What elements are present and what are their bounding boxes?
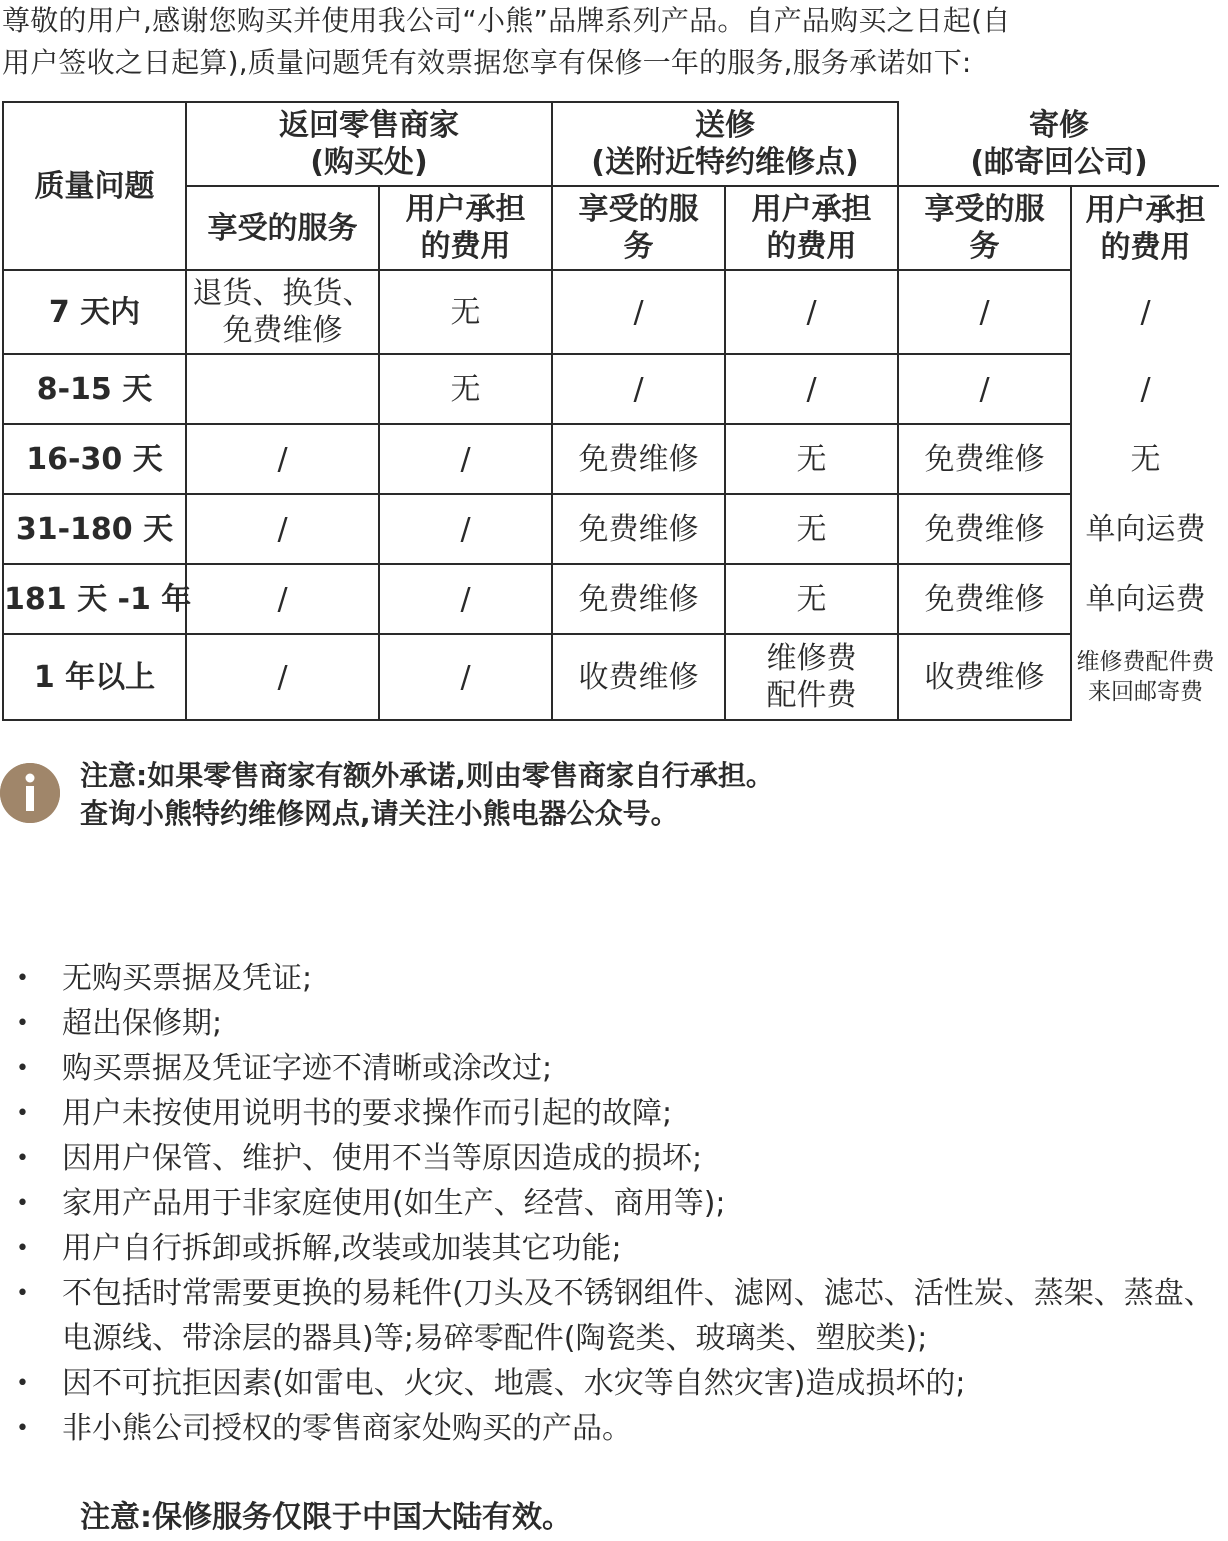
exclusion-item: • 因不可抗拒因素(如雷电、火灾、地震、水灾等自然灾害)造成损坏的; (0, 1361, 1220, 1406)
cell-line: 维修费配件费 (1076, 649, 1215, 675)
group-title: 返回零售商家 (279, 108, 459, 143)
table-cell (1071, 270, 1219, 354)
table-cell (1071, 494, 1219, 564)
header-group-retailer (186, 102, 552, 186)
table-body (3, 270, 1219, 720)
table-cell (379, 354, 552, 424)
subheader-line: 务 (969, 229, 1000, 264)
table-cell (186, 564, 379, 634)
cell-line: / (460, 581, 471, 617)
exclusion-item: • 用户未按使用说明书的要求操作而引起的故障; (0, 1091, 1220, 1136)
cell-line: / (1140, 294, 1151, 330)
cell-line: / (633, 371, 644, 407)
cell-line: 来回邮寄费 (1088, 679, 1204, 705)
table-cell (186, 270, 379, 354)
table-cell (186, 424, 379, 494)
table-cell (379, 494, 552, 564)
cell-line: / (277, 441, 288, 477)
cell-line: 免费维修 (924, 581, 1045, 617)
cell-line: 无 (450, 294, 481, 330)
cell-line: 免费维修 (924, 441, 1045, 477)
table-cell (725, 270, 898, 354)
subheader-line: 享受的服 (924, 192, 1045, 227)
table-row (3, 494, 1219, 564)
subheader-line: 务 (623, 229, 654, 264)
cell-line: / (460, 659, 471, 695)
exclusion-item: • 购买票据及凭证字迹不清晰或涂改过; (0, 1046, 1220, 1091)
group-title: 送修 (695, 108, 755, 143)
subheader-line: 的费用 (766, 229, 857, 264)
row-label: 181 天 -1 年 (3, 564, 186, 634)
table-cell (1071, 424, 1219, 494)
table-cell (898, 270, 1071, 354)
subheader-cell (1071, 186, 1219, 270)
note-line: 注意:如果零售商家有额外承诺,则由零售商家自行承担。 (80, 759, 774, 792)
header-group-repair-center (552, 102, 898, 186)
cell-line: / (979, 371, 990, 407)
exclusion-item: • 非小熊公司授权的零售商家处购买的产品。 (0, 1406, 1220, 1451)
table-cell (186, 354, 379, 424)
subheader-cell (552, 186, 725, 270)
table-cell (1071, 354, 1219, 424)
subheader-line: 的费用 (1100, 229, 1191, 265)
table-cell (725, 634, 898, 720)
row-label: 16-30 天 (3, 424, 186, 494)
table-cell (1071, 634, 1219, 720)
table-cell (379, 270, 552, 354)
subheader-line: 用户承担 (1085, 192, 1206, 228)
cell-line: 免费维修 (222, 313, 343, 348)
subheader-cell (898, 186, 1071, 270)
table-cell (186, 494, 379, 564)
exclusion-item: • 不包括时常需要更换的易耗件(刀头及不锈钢组件、滤网、滤芯、活性炭、蒸架、蒸盘、电源线、带涂层的器具)等;易碎零配件(陶瓷类、玻璃类、塑胶类); (0, 1271, 1220, 1361)
subheader-line: 的费用 (420, 229, 511, 264)
cell-line: / (1140, 371, 1151, 407)
cell-line: 单向运费 (1085, 581, 1206, 617)
exclusion-list (0, 956, 1220, 1451)
table-cell (898, 564, 1071, 634)
table-row (3, 564, 1219, 634)
cell-line: 维修费 (766, 641, 857, 676)
table-cell (898, 354, 1071, 424)
cell-line: 无 (796, 581, 827, 617)
header-group-mail-in (898, 102, 1219, 186)
table-row (3, 424, 1219, 494)
cell-line: 无 (1130, 441, 1161, 477)
exclusion-item: • 超出保修期; (0, 1001, 1220, 1046)
table-cell (1071, 564, 1219, 634)
subheader-cell (186, 186, 379, 270)
table-row (3, 354, 1219, 424)
table-cell (898, 634, 1071, 720)
table-cell (725, 354, 898, 424)
cell-line: / (806, 294, 817, 330)
table-cell (552, 634, 725, 720)
row-label: 8-15 天 (3, 354, 186, 424)
table-cell (552, 564, 725, 634)
header-row-subheaders (3, 186, 1219, 270)
row-label: 7 天内 (3, 270, 186, 354)
group-title: 寄修 (1029, 107, 1090, 143)
table-row (3, 270, 1219, 354)
table-cell (379, 634, 552, 720)
note-line: 查询小熊特约维修网点,请关注小熊电器公众号。 (80, 797, 679, 830)
cell-line: / (277, 659, 288, 695)
exclusion-item: • 因用户保管、维护、使用不当等原因造成的损坏; (0, 1136, 1220, 1181)
subheader-cell (725, 186, 898, 270)
table-cell (898, 424, 1071, 494)
cell-line: 无 (450, 371, 481, 407)
cell-line: / (979, 294, 990, 330)
row-label: 31-180 天 (3, 494, 186, 564)
cell-line: 免费维修 (578, 441, 699, 477)
table-cell (898, 494, 1071, 564)
table-cell (186, 634, 379, 720)
cell-line: / (460, 511, 471, 547)
cell-line: 单向运费 (1085, 511, 1206, 547)
table-cell (379, 564, 552, 634)
intro-line: 尊敬的用户,感谢您购买并使用我公司“小熊”品牌系列产品。自产品购买之日起(自 (2, 4, 1011, 37)
cell-line: 免费维修 (578, 581, 699, 617)
row-label: 1 年以上 (3, 634, 186, 720)
group-subtitle: (邮寄回公司) (970, 144, 1148, 180)
subheader-line: 享受的服务 (207, 210, 358, 246)
cell-line: 免费维修 (924, 511, 1045, 547)
table-cell (552, 354, 725, 424)
table-cell (552, 270, 725, 354)
note-text (80, 757, 774, 833)
intro-line: 用户签收之日起算),质量问题凭有效票据您享有保修一年的服务,服务承诺如下: (2, 46, 972, 79)
cell-line: 收费维修 (578, 659, 699, 695)
header-row-groups (3, 102, 1219, 186)
table-row (3, 634, 1219, 720)
cell-line: / (277, 511, 288, 547)
table-cell (725, 424, 898, 494)
intro-paragraph (2, 0, 1222, 84)
cell-line: 无 (796, 441, 827, 477)
group-subtitle: (送附近特约维修点) (591, 145, 859, 180)
exclusion-item: • 家用产品用于非家庭使用(如生产、经营、商用等); (0, 1181, 1220, 1226)
cell-line: 退货、换货、 (192, 276, 373, 311)
header-quality-issue: 质量问题 (3, 102, 186, 270)
info-icon-glyph (0, 763, 60, 823)
cell-line: 无 (796, 511, 827, 547)
cell-line: / (806, 371, 817, 407)
table-cell (379, 424, 552, 494)
table-cell (725, 564, 898, 634)
cell-line: / (460, 441, 471, 477)
note-box (0, 757, 1000, 837)
subheader-line: 享受的服 (578, 192, 699, 227)
cell-line: / (633, 294, 644, 330)
cell-line: 收费维修 (924, 659, 1045, 695)
info-icon (0, 763, 60, 823)
table-cell (552, 424, 725, 494)
exclusion-item: • 无购买票据及凭证; (0, 956, 1220, 1001)
cell-line: / (277, 581, 288, 617)
table-cell (725, 494, 898, 564)
exclusion-item: • 用户自行拆卸或拆解,改装或加装其它功能; (0, 1226, 1220, 1271)
subheader-cell (379, 186, 552, 270)
cell-line: 配件费 (766, 678, 857, 713)
group-subtitle: (购买处) (310, 145, 428, 180)
table-cell (552, 494, 725, 564)
warranty-table (2, 101, 1219, 721)
cell-line: 免费维修 (578, 511, 699, 547)
subheader-line: 用户承担 (751, 192, 872, 227)
subheader-line: 用户承担 (405, 192, 526, 227)
footer-note: 注意:保修服务仅限于中国大陆有效。 (80, 1500, 572, 1535)
